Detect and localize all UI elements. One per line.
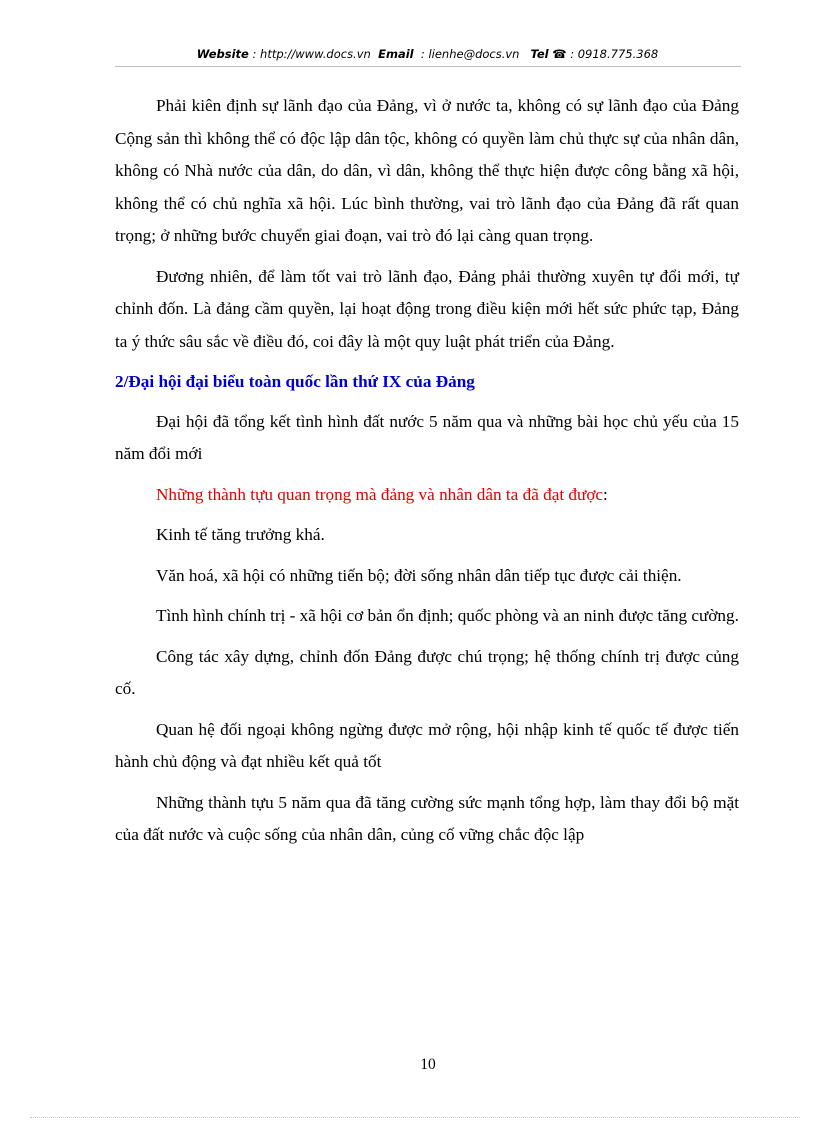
paragraph-6: Văn hoá, xã hội có những tiến bộ; đời sống nhân dân tiếp tục được cải thiện. bbox=[156, 565, 682, 585]
paragraph-2: Đương nhiên, để làm tốt vai trò lãnh đạo, Đảng phải thường xuyên tự đổi mới, tự chỉnh đốn. Là đảng cầm quyền, lại hoạt động trong điều kiện mới hết sức phức tạp, Đảng ta ý thức sâu sắc về điều đó, coi đây là một quy luật phát triển của Đảng. bbox=[115, 266, 739, 351]
website-label: Website bbox=[196, 47, 249, 61]
paragraph-10: Những thành tựu 5 năm qua đã tăng cường sức mạnh tổng hợp, làm thay đổi bộ mặt của đất nước và cuộc sống của nhân dân, củng cố vững chắc độc lập bbox=[115, 792, 739, 844]
email-label: Email bbox=[378, 47, 414, 61]
tel-label: Tel bbox=[530, 47, 549, 61]
paragraph-3: Đại hội đã tổng kết tình hình đất nước 5 năm qua và những bài học chủ yếu của 15 năm đổi mới bbox=[115, 411, 739, 463]
paragraph-1: Phải kiên định sự lãnh đạo của Đảng, vì ở nước ta, không có sự lãnh đạo của Đảng Cộng sản thì không thể có độc lập dân tộc, không có quyền làm chủ thực sự của nhân dân, không có Nhà nước của dân, do dân, vì dân, không thể thực hiện được công bằng xã hội, không thể có chủ nghĩa xã hội. Lúc bình thường, vai trò lãnh đạo của Đảng đã rất quan trọng; ở những bước chuyển giai đoạn, vai trò đó lại càng quan trọng. bbox=[115, 96, 739, 245]
website-value: : http://www.docs.vn bbox=[252, 47, 371, 61]
paragraph-4 bbox=[115, 479, 739, 512]
paragraph-7: Tình hình chính trị - xã hội cơ bản ổn định; quốc phòng và an ninh được tăng cường. bbox=[156, 606, 739, 625]
document-body bbox=[115, 90, 739, 860]
phone-icon: ☎ bbox=[552, 47, 567, 61]
header-divider bbox=[115, 66, 741, 67]
paragraph-5: Kinh tế tăng trưởng khá. bbox=[156, 525, 325, 544]
paragraph-9: Quan hệ đối ngoại không ngừng được mở rộng, hội nhập kinh tế quốc tế được tiến hành chủ động và đạt nhiều kết quả tốt bbox=[115, 719, 739, 771]
section-heading: 2/Đại hội đại biểu toàn quốc lần thứ IX của Đảng bbox=[115, 372, 475, 391]
highlighted-text: Những thành tựu quan trọng mà đảng và nhân dân ta đã đạt được bbox=[156, 484, 604, 504]
paragraph-8: Công tác xây dựng, chỉnh đốn Đảng được chú trọng; hệ thống chính trị được củng cố. bbox=[115, 646, 739, 698]
tel-value: : 0918.775.368 bbox=[570, 47, 659, 61]
page-number: 10 bbox=[420, 1056, 436, 1073]
page-bottom-border bbox=[30, 1117, 800, 1118]
highlight-colon: : bbox=[603, 484, 608, 504]
page-header bbox=[115, 47, 740, 61]
email-value: : lienhe@docs.vn bbox=[420, 47, 520, 61]
